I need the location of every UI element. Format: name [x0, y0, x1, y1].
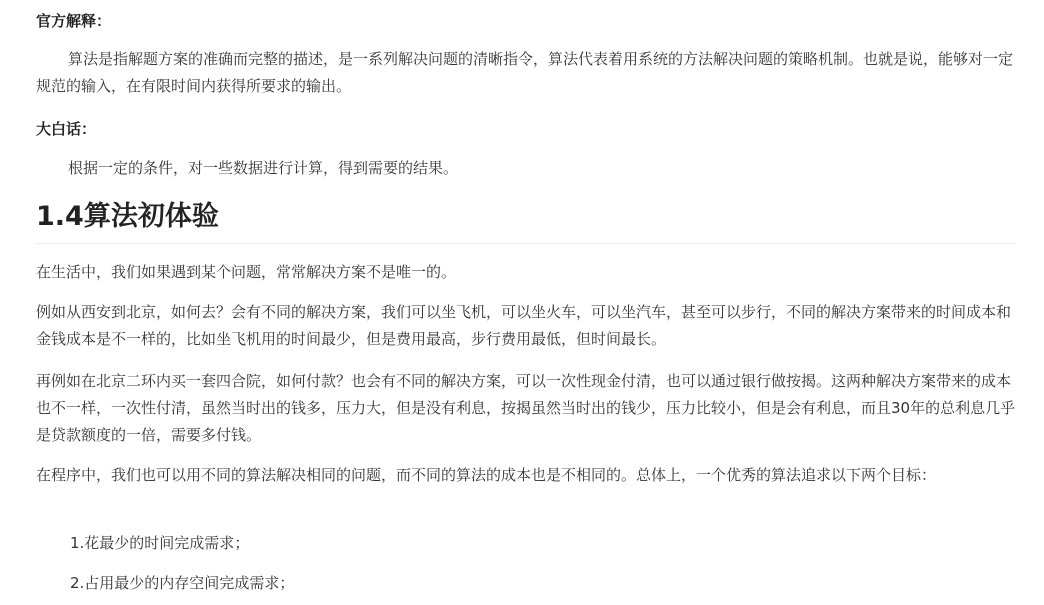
goal-item-time: 1.花最少的时间完成需求；	[70, 534, 250, 552]
paragraph-travel-example: 例如从西安到北京，如何去？会有不同的解决方案，我们可以坐飞机，可以坐火车，可以坐汽车，甚至可以步行，不同的解决方案带来的时间成本和金钱成本是不一样的，比如坐飞机用的时间最少，但是费用最高，步行费用最低，但时间最长。	[36, 303, 1012, 348]
paragraph-payment-example: 再例如在北京二环内买一套四合院，如何付款？也会有不同的解决方案，可以一次性现金付清，也可以通过银行做按揭。这两种解决方案带来的成本也不一样，一次性付清，虽然当时出的钱多，压力大，但是没有利息，按揭虽然当时出的钱少，压力比较小，但是会有利息，而且30年的总利息几乎是贷款额度的一倍，需要多付钱。	[36, 372, 1016, 444]
goal-item-memory: 2.占用最少的内存空间完成需求；	[70, 574, 295, 592]
official-explanation-label: 官方解释：	[36, 12, 112, 30]
plain-explanation-text: 根据一定的条件，对一些数据进行计算，得到需要的结果。	[68, 159, 459, 177]
paragraph-program-goals: 在程序中，我们也可以用不同的算法解决相同的问题，而不同的算法的成本也是不相同的。总体上，一个优秀的算法追求以下两个目标：	[36, 466, 937, 484]
paragraph-intro: 在生活中，我们如果遇到某个问题，常常解决方案不是唯一的。	[36, 263, 457, 281]
heading-divider	[36, 243, 1016, 244]
section-heading: 1.4算法初体验	[36, 201, 219, 232]
plain-explanation-label: 大白话：	[36, 120, 97, 138]
official-explanation-text: 算法是指解题方案的准确而完整的描述，是一系列解决问题的清晰指令，算法代表着用系统的方法解决问题的策略机制。也就是说，能够对一定规范的输入，在有限时间内获得所要求的输出。	[36, 50, 1014, 95]
